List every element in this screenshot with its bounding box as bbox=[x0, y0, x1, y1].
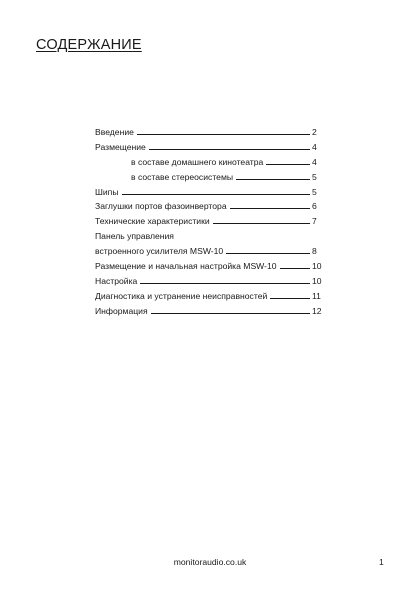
toc-entry[interactable] bbox=[95, 306, 323, 321]
toc-subentry[interactable] bbox=[95, 157, 323, 172]
toc-entry-label: в составе стереосистемы bbox=[131, 171, 234, 182]
toc-entry[interactable] bbox=[95, 291, 323, 306]
toc-leader-line bbox=[149, 149, 310, 150]
toc-entry-page: 5 bbox=[312, 171, 317, 182]
toc-entry-page: 4 bbox=[312, 156, 317, 167]
toc-leader-line bbox=[236, 179, 310, 180]
toc-entry-page: 7 bbox=[312, 216, 317, 227]
toc-entry-label: Технические характеристики bbox=[95, 216, 210, 227]
toc-subentry[interactable] bbox=[95, 172, 323, 187]
toc-entry[interactable] bbox=[95, 276, 323, 291]
toc-entry[interactable] bbox=[95, 246, 323, 261]
page-title: СОДЕРЖАНИЕ bbox=[36, 37, 142, 53]
toc-entry-page: 5 bbox=[312, 186, 317, 197]
toc-entry-label: встроенного усилителя MSW-10 bbox=[95, 246, 224, 257]
toc-entry[interactable] bbox=[95, 127, 323, 142]
toc-entry-label: Введение bbox=[95, 127, 134, 137]
toc-leader-line bbox=[140, 283, 310, 284]
toc-leader-line bbox=[270, 298, 310, 299]
toc-entry-page: 11 bbox=[312, 290, 321, 301]
toc-leader-line bbox=[151, 313, 310, 314]
toc-leader-line bbox=[226, 253, 310, 254]
toc-leader-line bbox=[122, 194, 310, 195]
toc-entry-page: 10 bbox=[312, 261, 322, 272]
toc-entry-label: Размещение и начальная настройка MSW-10 bbox=[95, 261, 277, 272]
toc-leader-line bbox=[280, 268, 310, 269]
toc-entry-page: 12 bbox=[312, 305, 322, 316]
page-number: 1 bbox=[379, 557, 384, 567]
toc-leader-line bbox=[213, 223, 310, 224]
toc-entry-page: 4 bbox=[312, 141, 317, 152]
toc-leader-line bbox=[266, 164, 310, 165]
toc-entry-page: 2 bbox=[312, 127, 317, 137]
toc-leader-line bbox=[230, 208, 310, 209]
toc-entry-label: Заглушки портов фазоинвертора bbox=[95, 201, 227, 212]
toc-entry-label: Шипы bbox=[95, 186, 119, 197]
toc-entry-page: 6 bbox=[312, 201, 317, 212]
toc-entry-page: 10 bbox=[312, 275, 322, 286]
toc-leader-line bbox=[137, 134, 310, 135]
toc-entry[interactable] bbox=[95, 187, 323, 202]
toc-entry-label: Панель управления bbox=[95, 231, 174, 242]
toc-entry[interactable] bbox=[95, 261, 323, 276]
toc-entry[interactable] bbox=[95, 216, 323, 231]
toc-entry-page: 8 bbox=[312, 246, 317, 257]
table-of-contents bbox=[95, 127, 323, 321]
toc-entry-heading[interactable] bbox=[95, 231, 323, 246]
footer-website: monitoraudio.co.uk bbox=[173, 557, 247, 567]
toc-entry-label: Настройка bbox=[95, 275, 138, 286]
toc-entry-label: Диагностика и устранение неисправностей bbox=[95, 290, 268, 301]
toc-entry[interactable] bbox=[95, 201, 323, 216]
toc-entry-label: в составе домашнего кинотеатра bbox=[131, 156, 264, 167]
toc-entry[interactable] bbox=[95, 142, 323, 157]
toc-entry-label: Информация bbox=[95, 305, 148, 316]
toc-entry-label: Размещение bbox=[95, 141, 146, 152]
